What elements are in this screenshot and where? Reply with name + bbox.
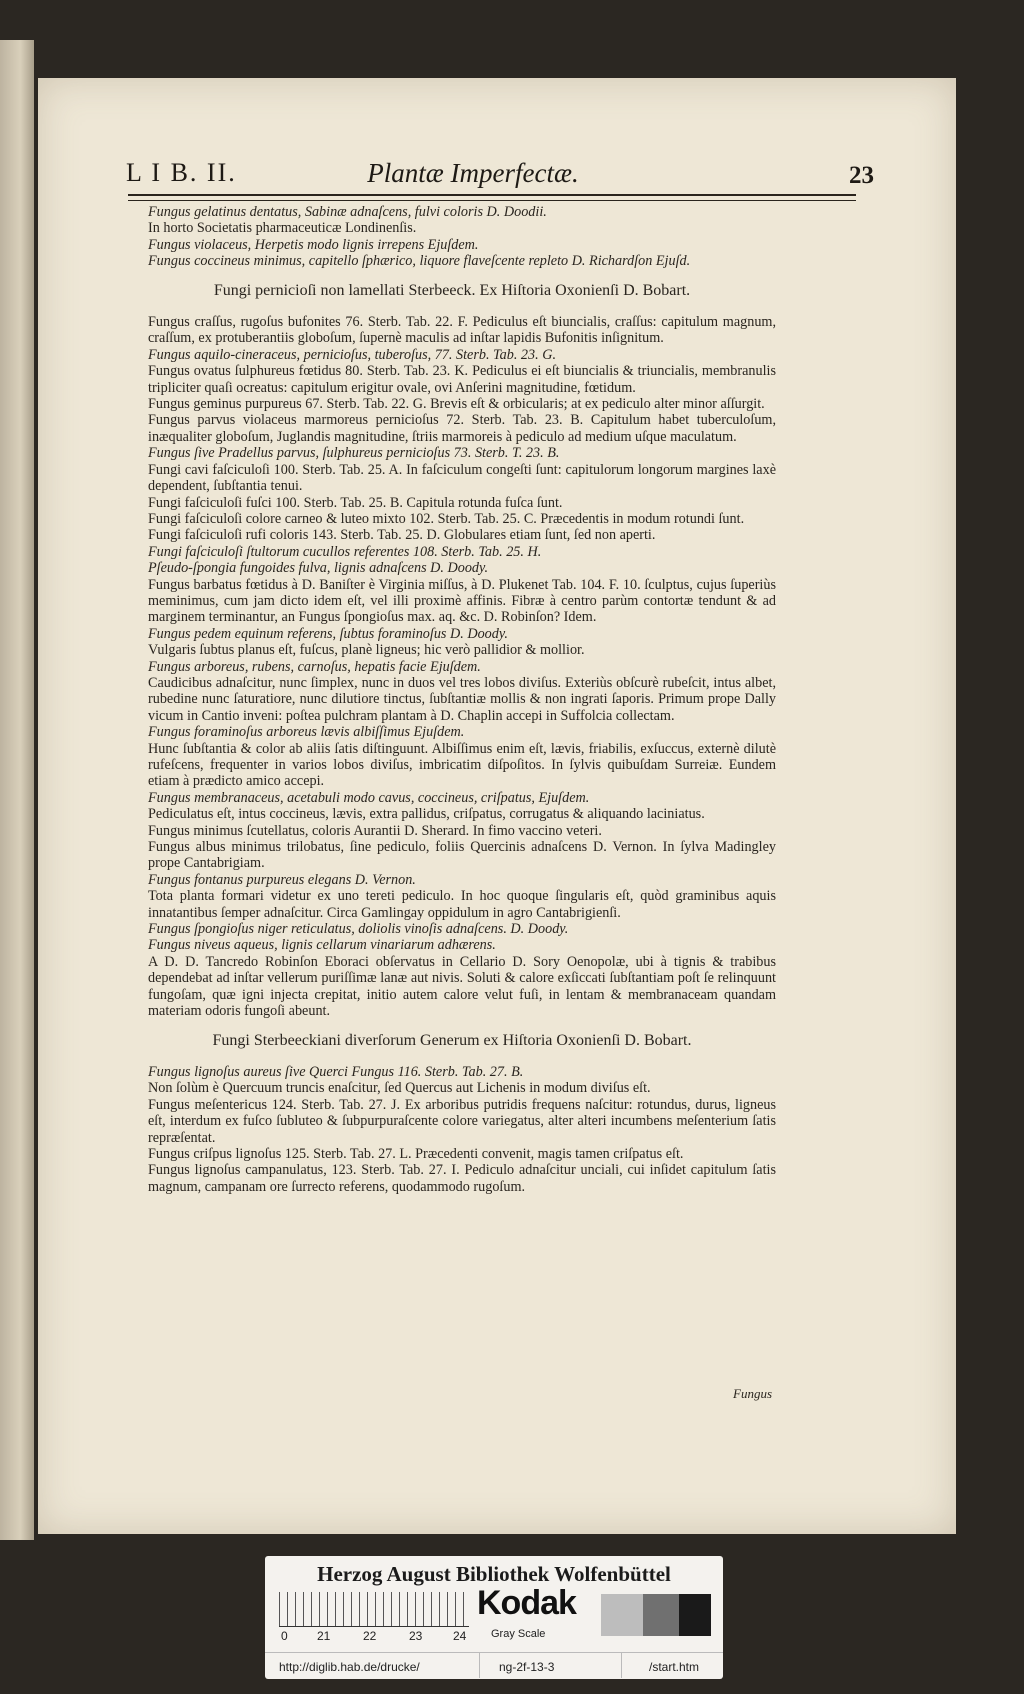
card-divider — [479, 1652, 480, 1678]
gray-patch-mid — [643, 1594, 679, 1636]
text-line: Fungi faſciculoſi colore carneo & luteo mixto 102. Sterb. Tab. 25. C. Præcedentis in modum rotundi ſunt. — [148, 510, 745, 527]
section-heading: Fungi pernicioſi non lamellati Sterbeeck. Ex Hiſtoria Oxonienſi D. Bobart. — [213, 281, 691, 299]
text-line: Hunc ſubſtantia & color ab aliis ſatis diſtinguunt. Albiſſimus enim eſt, lævis, friabilis, exſuccus, externè dilutè rufeſcens, frequenter in varios lobos diviſus, imbricatim diſpoſitos. In ſylvis quibuſdam Surreiæ. Eundem etiam à prædicto amico accepi. — [148, 740, 776, 790]
library-target-card — [265, 1556, 723, 1679]
text-line: Fungus minimus ſcutellatus, coloris Aurantii D. Sherard. In fimo vaccino veteri. — [148, 822, 602, 839]
text-line: Fungus ſive Pradellus parvus, ſulphureus pernicioſus 73. Sterb. T. 23. B. — [148, 445, 560, 462]
text-line: Fungus lignoſus aureus ſive Querci Fungus 116. Sterb. Tab. 27. B. — [148, 1063, 524, 1080]
body-text — [128, 204, 776, 1195]
gray-patch-dark — [679, 1594, 711, 1636]
card-divider — [621, 1652, 622, 1678]
text-line: Fungus parvus violaceus marmoreus pernicioſus 72. Sterb. Tab. 23. B. Capitulum habet tuberculoſum, inæqualiter globoſum, Juglandis magnitudine, ſtriis marmoreis à pediculo ad medium uſque maculatum. — [148, 412, 776, 445]
shelf-mark: ng-2f-13-3 — [499, 1660, 555, 1674]
gray-patch-light — [601, 1594, 643, 1636]
text-line: Fungus albus minimus trilobatus, ſine pediculo, foliis Quercinis adnaſcens D. Vernon. In ſylva Madingley prope Cantabrigiam. — [148, 839, 776, 872]
url-row — [265, 1652, 723, 1679]
text-line: Fungus geminus purpureus 67. Sterb. Tab. 22. G. Brevis eſt & orbicularis; at ex pediculo alter minor aſſurgit. — [148, 396, 765, 413]
text-line: A D. D. Tancredo Robinſon Eboraci obſervatus in Cellario D. Sory Oenopolæ, ubi à tignis & trabibus dependebat ad inſtar vellerum puriſſimæ lanæ aut nivis. Soluti & calore exſiccati ſubſtantiam poſt ſe relinquunt fungoſam, quæ igni injecta crepitat, initio autem calore velut fuſi, in lentam & membranaceam quandam materiam odoris fungoſi abeunt. — [148, 953, 776, 1020]
header-rule-thin — [128, 200, 856, 201]
catchword: Fungus — [733, 1386, 772, 1401]
text-line: Fungus criſpus lignoſus 125. Sterb. Tab. 27. L. Præcedenti convenit, magis tamen criſpatus eſt. — [148, 1145, 684, 1162]
text-line: Fungus lignoſus campanulatus, 123. Sterb. Tab. 27. I. Pediculo adnaſcitur unciali, cui inſidet capitulum ſatis magnum, campanam ore ſurrecto referens, quodammodo rugoſum. — [148, 1162, 776, 1195]
text-line: Fungi cavi faſciculoſi 100. Sterb. Tab. 25. A. In faſciculum congeſti ſunt: capitulorum longorum margines laxè dependent, ſubſtantia tenui. — [148, 461, 776, 495]
text-line: Fungus aquilo-cineraceus, pernicioſus, tuberoſus, 77. Sterb. Tab. 23. G. — [148, 346, 556, 363]
text-line: Caudicibus adnaſcitur, nunc ſimplex, nunc in duos vel tres lobos diviſus. Exteriùs obſcurè rubeſcit, intus albet, rubedine nunc ſaturatiore, nunc dilutiore tinctus, ſubſtantiæ mollis & non ingrati ſaporis. Primum prope Dally vicum in Cantio inveni: poſtea pulchram plantam à D. Chaplin accepi in Suffolcia collectam. — [148, 674, 776, 724]
text-line: Vulgaris ſubtus planus eſt, fuſcus, planè ligneus; hic verò pallidior & mollior. — [148, 642, 585, 659]
kodak-logo: Kodak — [477, 1584, 576, 1622]
text-line: Fungus ſpongioſus niger reticulatus, doliolis vinoſis adnaſcens. D. Doody. — [148, 921, 569, 938]
text-line: Fungus barbatus fœtidus à D. Baniſter è Virginia miſſus, à D. Plukenet Tab. 104. F. 10. ſculptus, cujus ſuperiùs meminimus, cum jam dicto idem eſt, vel illi proximè affinis. Fibræ à centro parùm contortæ tendunt & ad marginem terminantur, an Fungus ſpongioſus max. aq. &c. D. Robinſon? Idem. — [148, 576, 776, 626]
text-line: Fungus membranaceus, acetabuli modo cavus, coccineus, criſpatus, Ejuſdem. — [148, 789, 590, 806]
book-edge — [0, 40, 34, 1540]
library-url: http://diglib.hab.de/drucke/ — [279, 1660, 420, 1674]
text-line: Fungi faſciculoſi rufi coloris 143. Sterb. Tab. 25. D. Globulares etiam ſunt, ſed non aperti. — [148, 527, 656, 544]
text-line: Fungus arboreus, rubens, carnoſus, hepatis facie Ejuſdem. — [148, 658, 481, 675]
library-name: Herzog August Bibliothek Wolfenbüttel — [317, 1562, 671, 1586]
start-page: /start.htm — [649, 1660, 700, 1674]
text-line: Pediculatus eſt, intus coccineus, lævis, extra pallidus, criſpatus, corrugatus & aliquando laciniatus. — [148, 806, 705, 823]
running-header — [88, 150, 874, 200]
text-line: Fungi faſciculoſi fuſci 100. Sterb. Tab. 25. B. Capitula rotunda fuſca ſunt. — [148, 494, 563, 511]
text-line: Fungus meſentericus 124. Sterb. Tab. 27. J. Ex arboribus putridis frequens naſcitur: rotundus, durus, ligneus eſt, interdum ex fuſco ſubluteo & ſubpurpuraſcente colore variegatus, alter alteri incumbens meſenterium ſatis repræſentat. — [148, 1096, 776, 1146]
text-line: Tota planta formari videtur ex uno tereti pediculo. In hoc quoque ſingularis eſt, quòd graminibus aquis innatantibus ſemper adnaſcitur. Circa Gamlingay oppidulum in agro Cantabrigienſi. — [148, 888, 776, 921]
text-line: Fungus foraminoſus arboreus lævis albiſſimus Ejuſdem. — [148, 724, 465, 741]
book-number: L I B. II. — [126, 158, 237, 187]
scale-number: 21 — [317, 1629, 331, 1643]
text-line: Fungus pedem equinum referens, ſubtus foraminoſus D. Doody. — [148, 625, 508, 642]
scale-number: 24 — [453, 1629, 467, 1643]
text-line: Fungus ovatus ſulphureus fœtidus 80. Sterb. Tab. 23. K. Pediculus ei eſt biuncialis & triuncialis, membranulis tripliciter quaſi ocreatus: capitulum erigitur ovale, ovi Anſerini magnitudine, fœtidum. — [148, 363, 776, 396]
scale-number: 22 — [363, 1629, 377, 1643]
text-line: Fungus coccineus minimus, capitello ſphærico, liquore flaveſcente repleto D. Richardſon Ejuſd. — [148, 253, 691, 270]
text-line: Fungi faſciculoſi ſtultorum cucullos referentes 108. Sterb. Tab. 25. H. — [148, 543, 542, 560]
text-line: In horto Societatis pharmaceuticæ Londinenſis. — [148, 220, 417, 237]
text-line: Fungus violaceus, Herpetis modo lignis irrepens Ejuſdem. — [148, 236, 479, 253]
text-line: Fungus fontanus purpureus elegans D. Vernon. — [148, 871, 416, 888]
section-heading: Fungi Sterbeeckiani diverſorum Generum ex Hiſtoria Oxonienſi D. Bobart. — [212, 1031, 692, 1049]
scale-number: 0 — [281, 1629, 288, 1643]
header-rule — [128, 194, 856, 196]
text-line: Fungus gelatinus dentatus, Sabinæ adnaſcens, fulvi coloris D. Doodii. — [148, 204, 547, 220]
ruler-scale — [279, 1592, 469, 1627]
text-line: Non ſolùm è Quercuum truncis enaſcitur, ſed Quercus aut Lichenis in modum diviſus eſt. — [148, 1080, 651, 1097]
scale-number: 23 — [409, 1629, 423, 1643]
text-line: Fungus craſſus, rugoſus bufonites 76. Sterb. Tab. 22. F. Pediculus eſt biuncialis, craſſus: capitulum magnum, craſſum, ex protuberantiis globoſum, ſupernè maculis ad inſtar lapidis Bufonitis inſignitum. — [148, 314, 776, 347]
text-line: Fungus niveus aqueus, lignis cellarum vinariarum adhærens. — [148, 937, 496, 954]
running-title: Plantæ Imperfectæ. — [367, 158, 579, 188]
page-number: 23 — [849, 162, 874, 189]
gray-scale-label: Gray Scale — [491, 1628, 546, 1640]
text-line: Pſeudo-ſpongia fungoides fulva, lignis adnaſcens D. Doody. — [148, 560, 489, 577]
